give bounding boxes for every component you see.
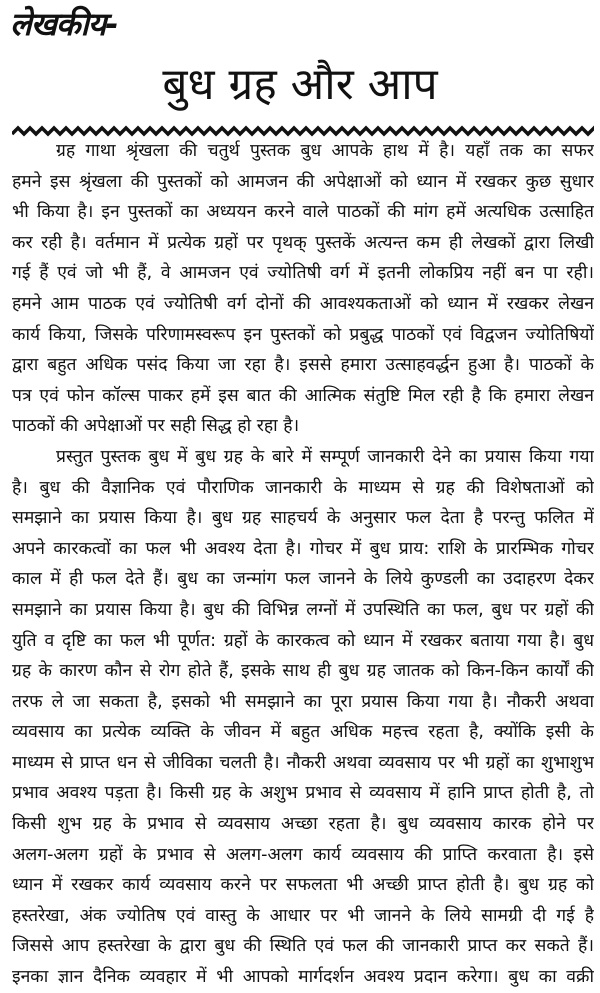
text-line: हमने इस श्रृंखला की पुस्तकों को आमजन की अपेक्षाओं को ध्यान में रखकर कुछ सुधार [12, 171, 594, 192]
text-line: तरफ ले जा सकता है, इसको भी समझाने का पूरा प्रयास किया गया है। नौकरी अथवा [12, 691, 594, 712]
text-line: द्वारा बहुत अधिक पसंद किया जा रहा है। इससे हमारा उत्साहवर्द्धन हुआ है। पाठकों के [12, 355, 594, 376]
text-line: काल में ही फल देते हैं। बुध का जन्मांग फल जानने के लिये कुण्डली का उदाहरण देकर [12, 569, 594, 590]
text-line: किसी शुभ ग्रह के प्रभाव से व्यवसाय अच्छा रहता है। बुध व्यवसाय कारक होने पर [12, 814, 594, 835]
text-line: है। बुध की वैज्ञानिक एवं पौराणिक जानकारी के माध्यम से ग्रह की विशेषताओं को [12, 477, 594, 498]
text-line: व्यवसाय का प्रत्येक व्यक्ति के जीवन में बहुत अधिक महत्त्व रहता है, क्योंकि इसी के [12, 722, 594, 743]
text-line: कर रही है। वर्तमान में प्रत्येक ग्रहों पर पृथक् पुस्तकें अत्यन्त कम ही लेखकों द्वारा लिखी [12, 232, 594, 253]
text-line: ध्यान में रखकर कार्य व्यवसाय करने पर सफलता भी अच्छी प्राप्त होती है। बुध ग्रह को [12, 875, 594, 896]
text-line: माध्यम से प्राप्त धन से जीविका चलती है। नौकरी अथवा व्यवसाय पर भी ग्रहों का शुभाशुभ [12, 752, 594, 773]
text-line: ग्रह के कारण कौन से रोग होते हैं, इसके साथ ही बुध ग्रह जातक को किन-किन कार्यों की [12, 661, 594, 682]
section-label: लेखकीय- [10, 5, 118, 43]
text-line: इनका ज्ञान दैनिक व्यवहार में भी आपको मार्गदर्शन अवश्य प्रदान करेगा। बुध का वक्री [12, 967, 594, 988]
text-line: अपने कारकत्वों का फल भी अवश्य देता है। गोचर में बुध प्राय: राशि के प्रारम्भिक गोचर [12, 538, 594, 559]
text-line: ग्रह गाथा श्रृंखला की चतुर्थ पुस्तक बुध आपके हाथ में है। यहाँ तक का सफर [56, 141, 594, 161]
text-line: कार्य किया, जिसके परिणामस्वरूप इन पुस्तकों को प्रबुद्ध पाठकों एवं विद्वजन ज्योतिषियों [12, 324, 594, 345]
text-line: युति व दृष्टि का फल भी पूर्णत: ग्रहों के कारकत्व को ध्यान में रखकर बताया गया है। बुध [12, 630, 594, 651]
text-line: गई हैं एवं जो भी हैं, वे आमजन एवं ज्योतिषी वर्ग में इतनी लोकप्रिय नहीं बन पा रही। [12, 263, 594, 284]
text-line: जिससे आप हस्तरेखा के द्वारा बुध की स्थिति एवं फल की जानकारी प्राप्त कर सकते हैं। [12, 936, 594, 957]
text-line: प्रस्तुत पुस्तक बुध में बुध ग्रह के बारे में सम्पूर्ण जानकारी देने का प्रयास किया गया [56, 446, 594, 467]
text-line: पाठकों की अपेक्षाओं पर सही सिद्ध हो रहा है। [12, 416, 300, 437]
text-line: समझाने का प्रयास किया है। बुध ग्रह साहचर्य के अनुसार फल देता है परन्तु फलित में [12, 508, 594, 529]
text-line: हमने आम पाठक एवं ज्योतिषी वर्ग दोनों की आवश्यकताओं को ध्यान में रखकर लेखन [12, 293, 594, 314]
page-title: बुध ग्रह और आप [162, 59, 438, 110]
text-line: अलग-अलग ग्रहों के प्रभाव से अलग-अलग कार्य व्यवसाय की प्राप्ति करवाता है। इसे [12, 844, 594, 865]
text-line: समझाने का प्रयास किया है। बुध की विभिन्न लग्नों में उपस्थिति का फल, बुध पर ग्रहों की [12, 599, 594, 620]
text-line: भी किया है। इन पुस्तकों का अध्ययन करने वाले पाठकों की मांग हमें अत्यधिक उत्साहित [12, 202, 594, 223]
text-line: पत्र एवं फोन कॉल्स पाकर हमें इस बात की आत्मिक संतुष्टि मिल रही है कि हमारा लेखन [12, 385, 594, 406]
document-body [12, 136, 594, 993]
text-line: हस्तरेखा, अंक ज्योतिष एवं वास्तु के आधार पर भी जानने के लिये सामग्री दी गई है [12, 905, 594, 926]
text-line: प्रभाव अवश्य पड़ता है। किसी ग्रह के अशुभ प्रभाव से व्यवसाय में हानि प्राप्त होती है, तो [12, 783, 594, 804]
